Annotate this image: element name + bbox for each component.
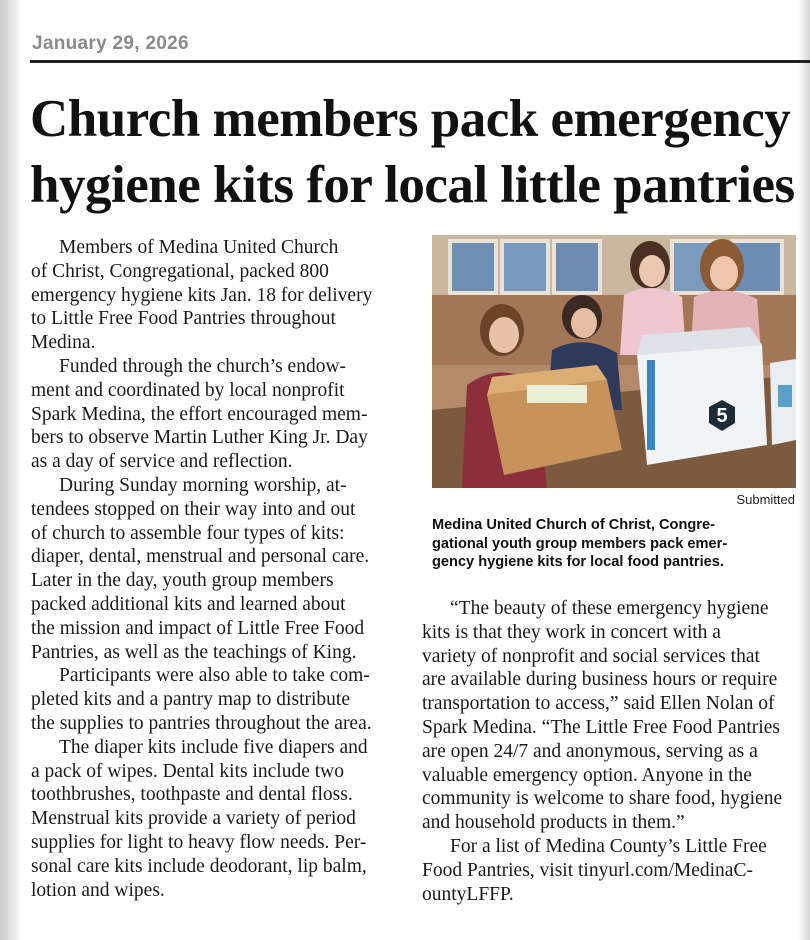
paragraph [31,236,416,355]
text-line: Members of Medina United Church [59,237,339,258]
text-line: For a list of Medina County’s Little Free [450,835,767,857]
text-line: tendees stopped on their way into and out [31,498,356,520]
text-line: Participants were also able to take com- [59,665,370,687]
text-line: “The beauty of these emergency hygiene [450,598,769,619]
headline-line-1: Church members pack emergency [30,90,791,148]
text-line: Spark Medina, the effort encouraged mem- [31,403,368,425]
text-line: the supplies to pantries throughout the area. [31,712,372,734]
text-line: transportation to access,” said Ellen Nolan of [422,693,775,715]
paragraph [31,736,416,903]
headline [30,86,805,218]
article-photo [432,235,796,488]
dateline: January 29, 2026 [32,33,189,54]
text-line: Medina. [31,332,96,354]
text-line: to Little Free Food Pantries throughout [31,308,336,330]
text-line: are open 24/7 and anonymous, serving as a [422,740,758,762]
youth-group-packing-photo [432,235,796,488]
article-body-left-column [31,236,416,902]
text-line: are available during business hours or require [422,669,778,691]
text-line: the mission and impact of Little Free Food [31,617,365,639]
caption-line: gency hygiene kits for local food pantries. [432,554,724,571]
text-line: pleted kits and a pantry map to distribute [31,689,350,711]
text-line: bers to observe Martin Luther King Jr. Day [31,427,368,449]
text-line: lotion and wipes. [31,879,165,901]
text-line: sonal care kits include deodorant, lip balm, [31,855,367,877]
text-line: variety of nonprofit and social services that [422,645,760,667]
caption-line: Medina United Church of Christ, Congre- [432,517,715,533]
paragraph [31,355,416,474]
text-line: valuable emergency option. Anyone in the [422,764,752,786]
text-line: diaper, dental, menstrual and personal care. [31,546,370,568]
text-line: community is welcome to share food, hygiene [422,788,783,810]
text-line: and household products in them.” [422,812,685,834]
headline-line-2: hygiene kits for local little pantries [30,156,795,214]
text-line: ment and coordinated by local nonprofit [31,379,345,401]
text-line: of Christ, Congregational, packed 800 [31,260,329,282]
text-line: kits is that they work in concert with a [422,621,721,643]
text-line: Later in the day, youth group members [31,570,334,592]
text-line: ountyLFFP. [422,883,514,905]
paragraph [422,597,807,835]
paragraph [31,474,416,664]
photo-credit: Submitted [736,492,795,507]
text-line: supplies for light to heavy flow needs. Per- [31,831,367,853]
paragraph [31,664,416,735]
caption-line: gational youth group members pack emer- [432,535,728,552]
article-body-right-column [422,597,807,906]
page-gutter-shadow [0,0,22,940]
text-line: a pack of wipes. Dental kits include two [31,760,344,782]
text-line: Spark Medina. “The Little Free Food Pantries [422,716,780,738]
box-number-label: 5 [716,405,728,427]
text-line: toothbrushes, toothpaste and dental floss. [31,784,353,806]
text-line: emergency hygiene kits Jan. 18 for delivery [31,284,373,306]
text-line: Funded through the church’s endow- [59,355,347,377]
text-line: Pantries, as well as the teachings of King. [31,641,357,663]
text-line: The diaper kits include five diapers and [59,736,368,758]
text-line: packed additional kits and learned about [31,593,346,615]
text-line: as a day of service and reflection. [31,451,293,473]
text-line: Menstrual kits provide a variety of period [31,808,356,830]
text-line: During Sunday morning worship, at- [59,474,347,496]
photo-caption [432,516,802,572]
header-rule [30,60,810,63]
text-line: Food Pantries, visit tinyurl.com/MedinaC- [422,859,753,881]
paragraph [422,835,807,906]
text-line: of church to assemble four types of kits: [31,522,345,544]
